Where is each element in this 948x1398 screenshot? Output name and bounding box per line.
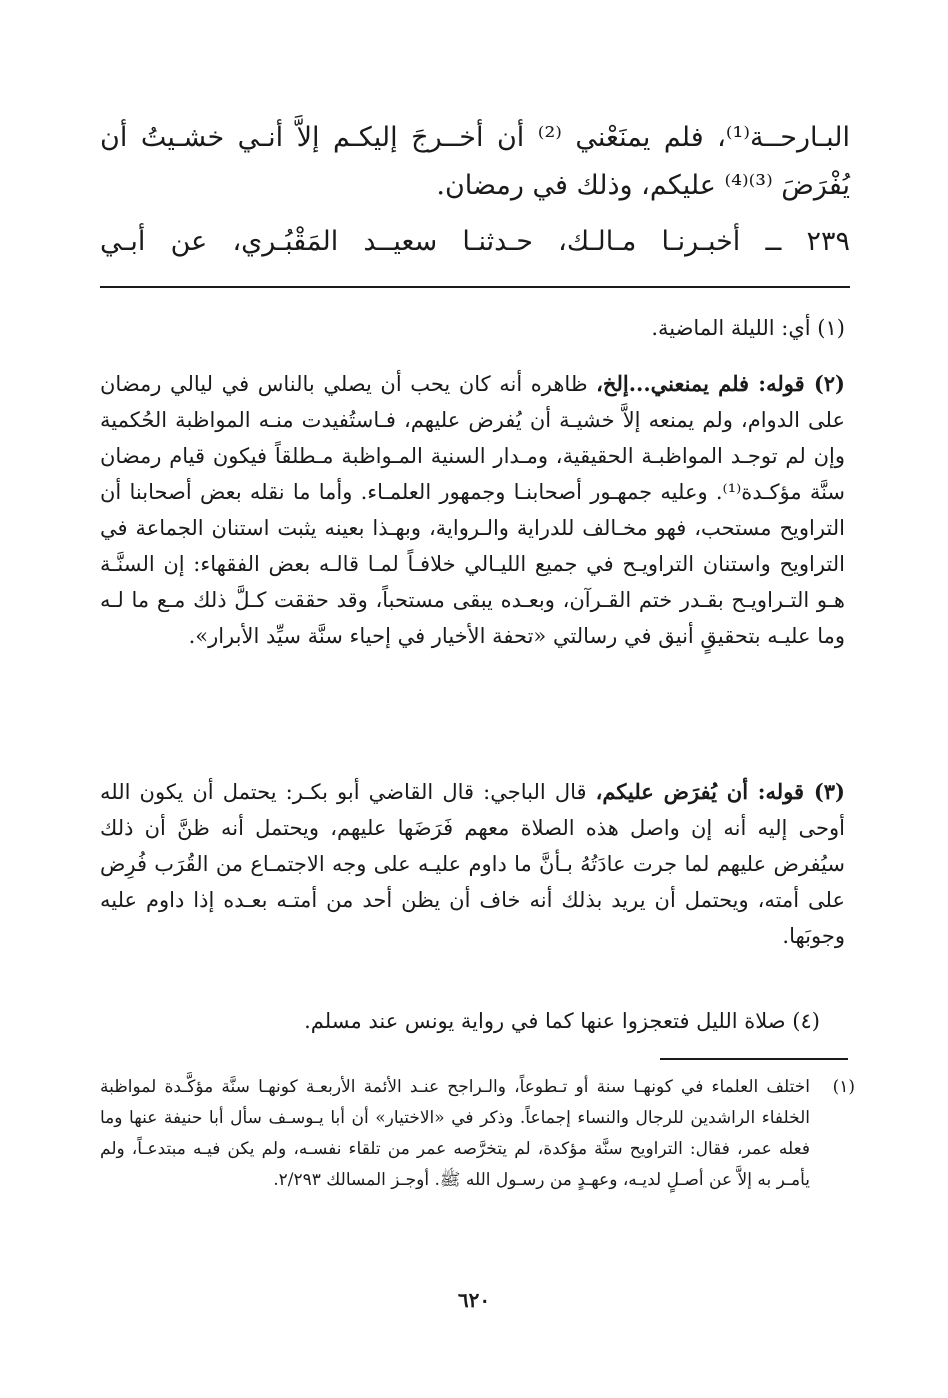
note-1: (١) أي: الليلة الماضية. <box>651 316 845 340</box>
footnote-divider <box>660 1058 848 1060</box>
hadith-line: ٢٣٩ ــ أخبـرنـا مـالـك، حـدثنـا سعيــد المَقْبُـري، عن أبـي <box>100 226 850 257</box>
main-text-line-1: البـارحــة⁽¹⁾، فلم يمنَعْني ⁽²⁾ أن أخــرجَ إليكـم إلاَّ أنـي خشـيتُ أن <box>100 122 850 153</box>
note-3 <box>100 774 845 954</box>
note-2 <box>100 366 845 654</box>
main-text-line-2: يُفْرَضَ ⁽³⁾⁽⁴⁾ عليكم، وذلك في رمضان. <box>436 170 850 201</box>
section-divider <box>100 286 850 288</box>
note-4: (٤) صلاة الليل فتعجزوا عنها كما في رواية يونس عند مسلم. <box>304 1009 820 1033</box>
note-3-body: قال الباجي: قال القاضي أبو بكـر: يحتمل أن يكون الله أوحى إليه أنه إن واصل هذه الصلاة معهم فَرَضَها عليهم، ويحتمل أنه ظنَّ أن ذلك سيُفرض عليهم لما جرت عادَتُهُ بـأنَّ ما داوم عليـه على وجه الاجتمـاع من القُرَب فُرِض على أمته، ويحتمل أن يريد بذلك أنه خاف أن يظن أحد من أمتـه بعـده إذا داوم عليه وجوبَها. <box>100 780 845 948</box>
footnote-marker: (١) <box>832 1077 855 1097</box>
note-2-body: ظاهره أنه كان يحب أن يصلي بالناس في ليالي رمضان على الدوام، ولم يمنعه إلاَّ خشيـة أن يُفرض عليهم، فـاستُفيدت منـه المواظبة الحُكمية وإن لم توجـد المواظبـة الحقيقية، ومـدار السنية المـواظبة مـطلقاً فيكون قيام رمضان سنَّة مؤكـدة⁽¹⁾. وعليه جمهـور أصحابنـا وجمهور العلمـاء. وأما ما نقله بعض أصحابنا أن التراويح مستحب، فهو مخـالف للدراية والـرواية، وبهـذا بعينه يثبت استنان الجماعة في التراويح واستنان التراويـح في جميع الليـالي خلافـاً لمـا قالـه بعض الفقهاء: إن السنَّـة هـو التـراويـح بقـدر ختم القـرآن، وبعـده يبقى مستحباً، وقد حققت كـلَّ ذلك مـع ما لـه وما عليـه بتحقيقٍ أنيق في رسالتي «تحفة الأخيار في إحياء سنَّة سيِّد الأبرار». <box>100 372 846 648</box>
page-number: ٦٢٠ <box>457 1288 491 1312</box>
note-2-lead: (٢) قوله: فلم يمنعني...إلخ، <box>596 371 845 396</box>
footnote-text: اختلف العلماء في كونهـا سنة أو تـطوعاً، والـراجح عنـد الأئمة الأربعـة كونهـا سنَّة مؤكَّـدة لمواظبة الخلفاء الراشدين للرجال والنساء إجماعاً. وذكر في «الاختيار» أن أبا يـوسـف سأل أبا حنيفة عنها وما فعله عمر، فقال: التراويح سنَّة مؤكدة، لم يتخرَّصه عمر من تلقاء نفسـه، ولم يكن فيـه مبتدعـاً، ولم يأمـر به إلاَّ عن أصـلٍ لديـه، وعهـدٍ من رسـول الله ﷺ. أوجـز المسالك ٢/٢٩٣. <box>100 1077 810 1190</box>
note-3-lead: (٣) قوله: أن يُفرَض عليكم، <box>595 779 845 804</box>
